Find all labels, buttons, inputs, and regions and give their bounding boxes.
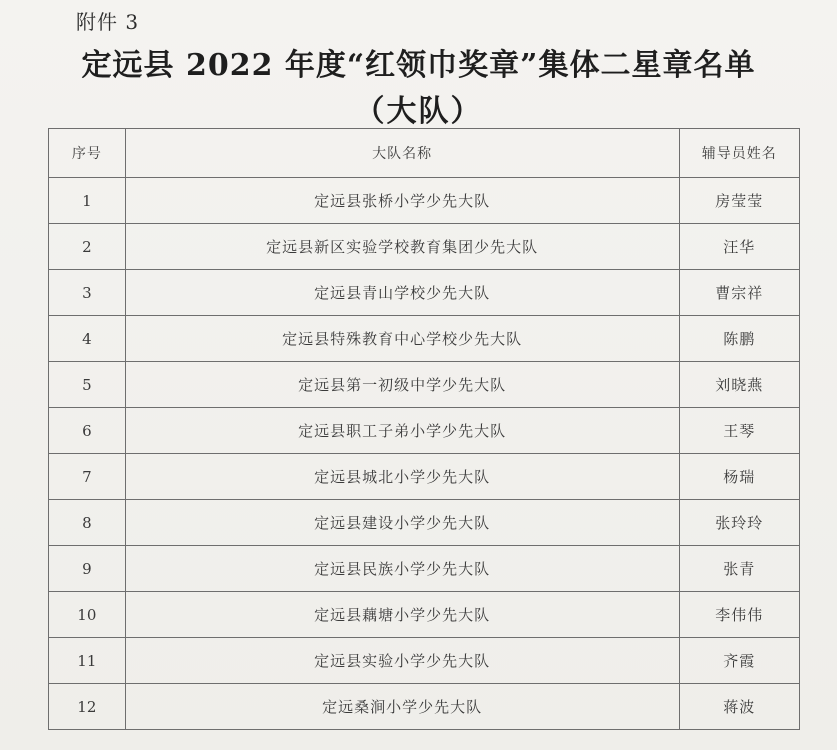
advisor-name: 汪华 xyxy=(679,224,799,270)
advisor-name: 刘晓燕 xyxy=(679,362,799,408)
column-header-brigade-name: 大队名称 xyxy=(125,129,679,178)
row-number: 6 xyxy=(49,408,126,454)
table-row xyxy=(49,362,800,408)
table-row xyxy=(49,408,800,454)
brigade-name: 定远县建设小学少先大队 xyxy=(125,500,679,546)
row-number: 5 xyxy=(49,362,126,408)
table-body xyxy=(49,178,800,730)
brigade-name: 定远县民族小学少先大队 xyxy=(125,546,679,592)
table-row xyxy=(49,178,800,224)
column-header-number: 序号 xyxy=(49,129,126,178)
brigade-name: 定远县特殊教育中心学校少先大队 xyxy=(125,316,679,362)
table-row xyxy=(49,270,800,316)
row-number: 10 xyxy=(49,592,126,638)
advisor-name: 齐霞 xyxy=(679,638,799,684)
row-number: 4 xyxy=(49,316,126,362)
header-row xyxy=(49,129,800,178)
row-number: 12 xyxy=(49,684,126,730)
brigade-name: 定远县藕塘小学少先大队 xyxy=(125,592,679,638)
advisor-name: 张玲玲 xyxy=(679,500,799,546)
brigade-name: 定远县实验小学少先大队 xyxy=(125,638,679,684)
row-number: 7 xyxy=(49,454,126,500)
table-row xyxy=(49,316,800,362)
brigade-name: 定远县张桥小学少先大队 xyxy=(125,178,679,224)
row-number: 9 xyxy=(49,546,126,592)
brigade-name: 定远桑涧小学少先大队 xyxy=(125,684,679,730)
brigade-name: 定远县新区实验学校教育集团少先大队 xyxy=(125,224,679,270)
brigade-name: 定远县职工子弟小学少先大队 xyxy=(125,408,679,454)
row-number: 11 xyxy=(49,638,126,684)
table-row xyxy=(49,546,800,592)
row-number: 8 xyxy=(49,500,126,546)
row-number: 1 xyxy=(49,178,126,224)
brigade-name: 定远县第一初级中学少先大队 xyxy=(125,362,679,408)
column-header-advisor: 辅导员姓名 xyxy=(679,129,799,178)
table-row xyxy=(49,500,800,546)
table-row xyxy=(49,454,800,500)
advisor-name: 王琴 xyxy=(679,408,799,454)
advisor-name: 陈鹏 xyxy=(679,316,799,362)
brigade-name: 定远县城北小学少先大队 xyxy=(125,454,679,500)
table-header xyxy=(49,129,800,178)
table-row xyxy=(49,638,800,684)
advisor-name: 李伟伟 xyxy=(679,592,799,638)
document-subtitle: （大队） xyxy=(354,94,483,129)
table-row xyxy=(49,592,800,638)
advisor-name: 张青 xyxy=(679,546,799,592)
row-number: 2 xyxy=(49,224,126,270)
table-row xyxy=(49,224,800,270)
advisor-name: 杨瑞 xyxy=(679,454,799,500)
attachment-label: 附件 3 xyxy=(76,10,140,34)
document-title: 定远县 2022 年度“红领巾奖章”集体二星章名单 xyxy=(81,48,756,83)
roster-table xyxy=(48,128,800,730)
advisor-name: 蒋波 xyxy=(679,684,799,730)
brigade-name: 定远县青山学校少先大队 xyxy=(125,270,679,316)
table-row xyxy=(49,684,800,730)
row-number: 3 xyxy=(49,270,126,316)
advisor-name: 房莹莹 xyxy=(679,178,799,224)
advisor-name: 曹宗祥 xyxy=(679,270,799,316)
